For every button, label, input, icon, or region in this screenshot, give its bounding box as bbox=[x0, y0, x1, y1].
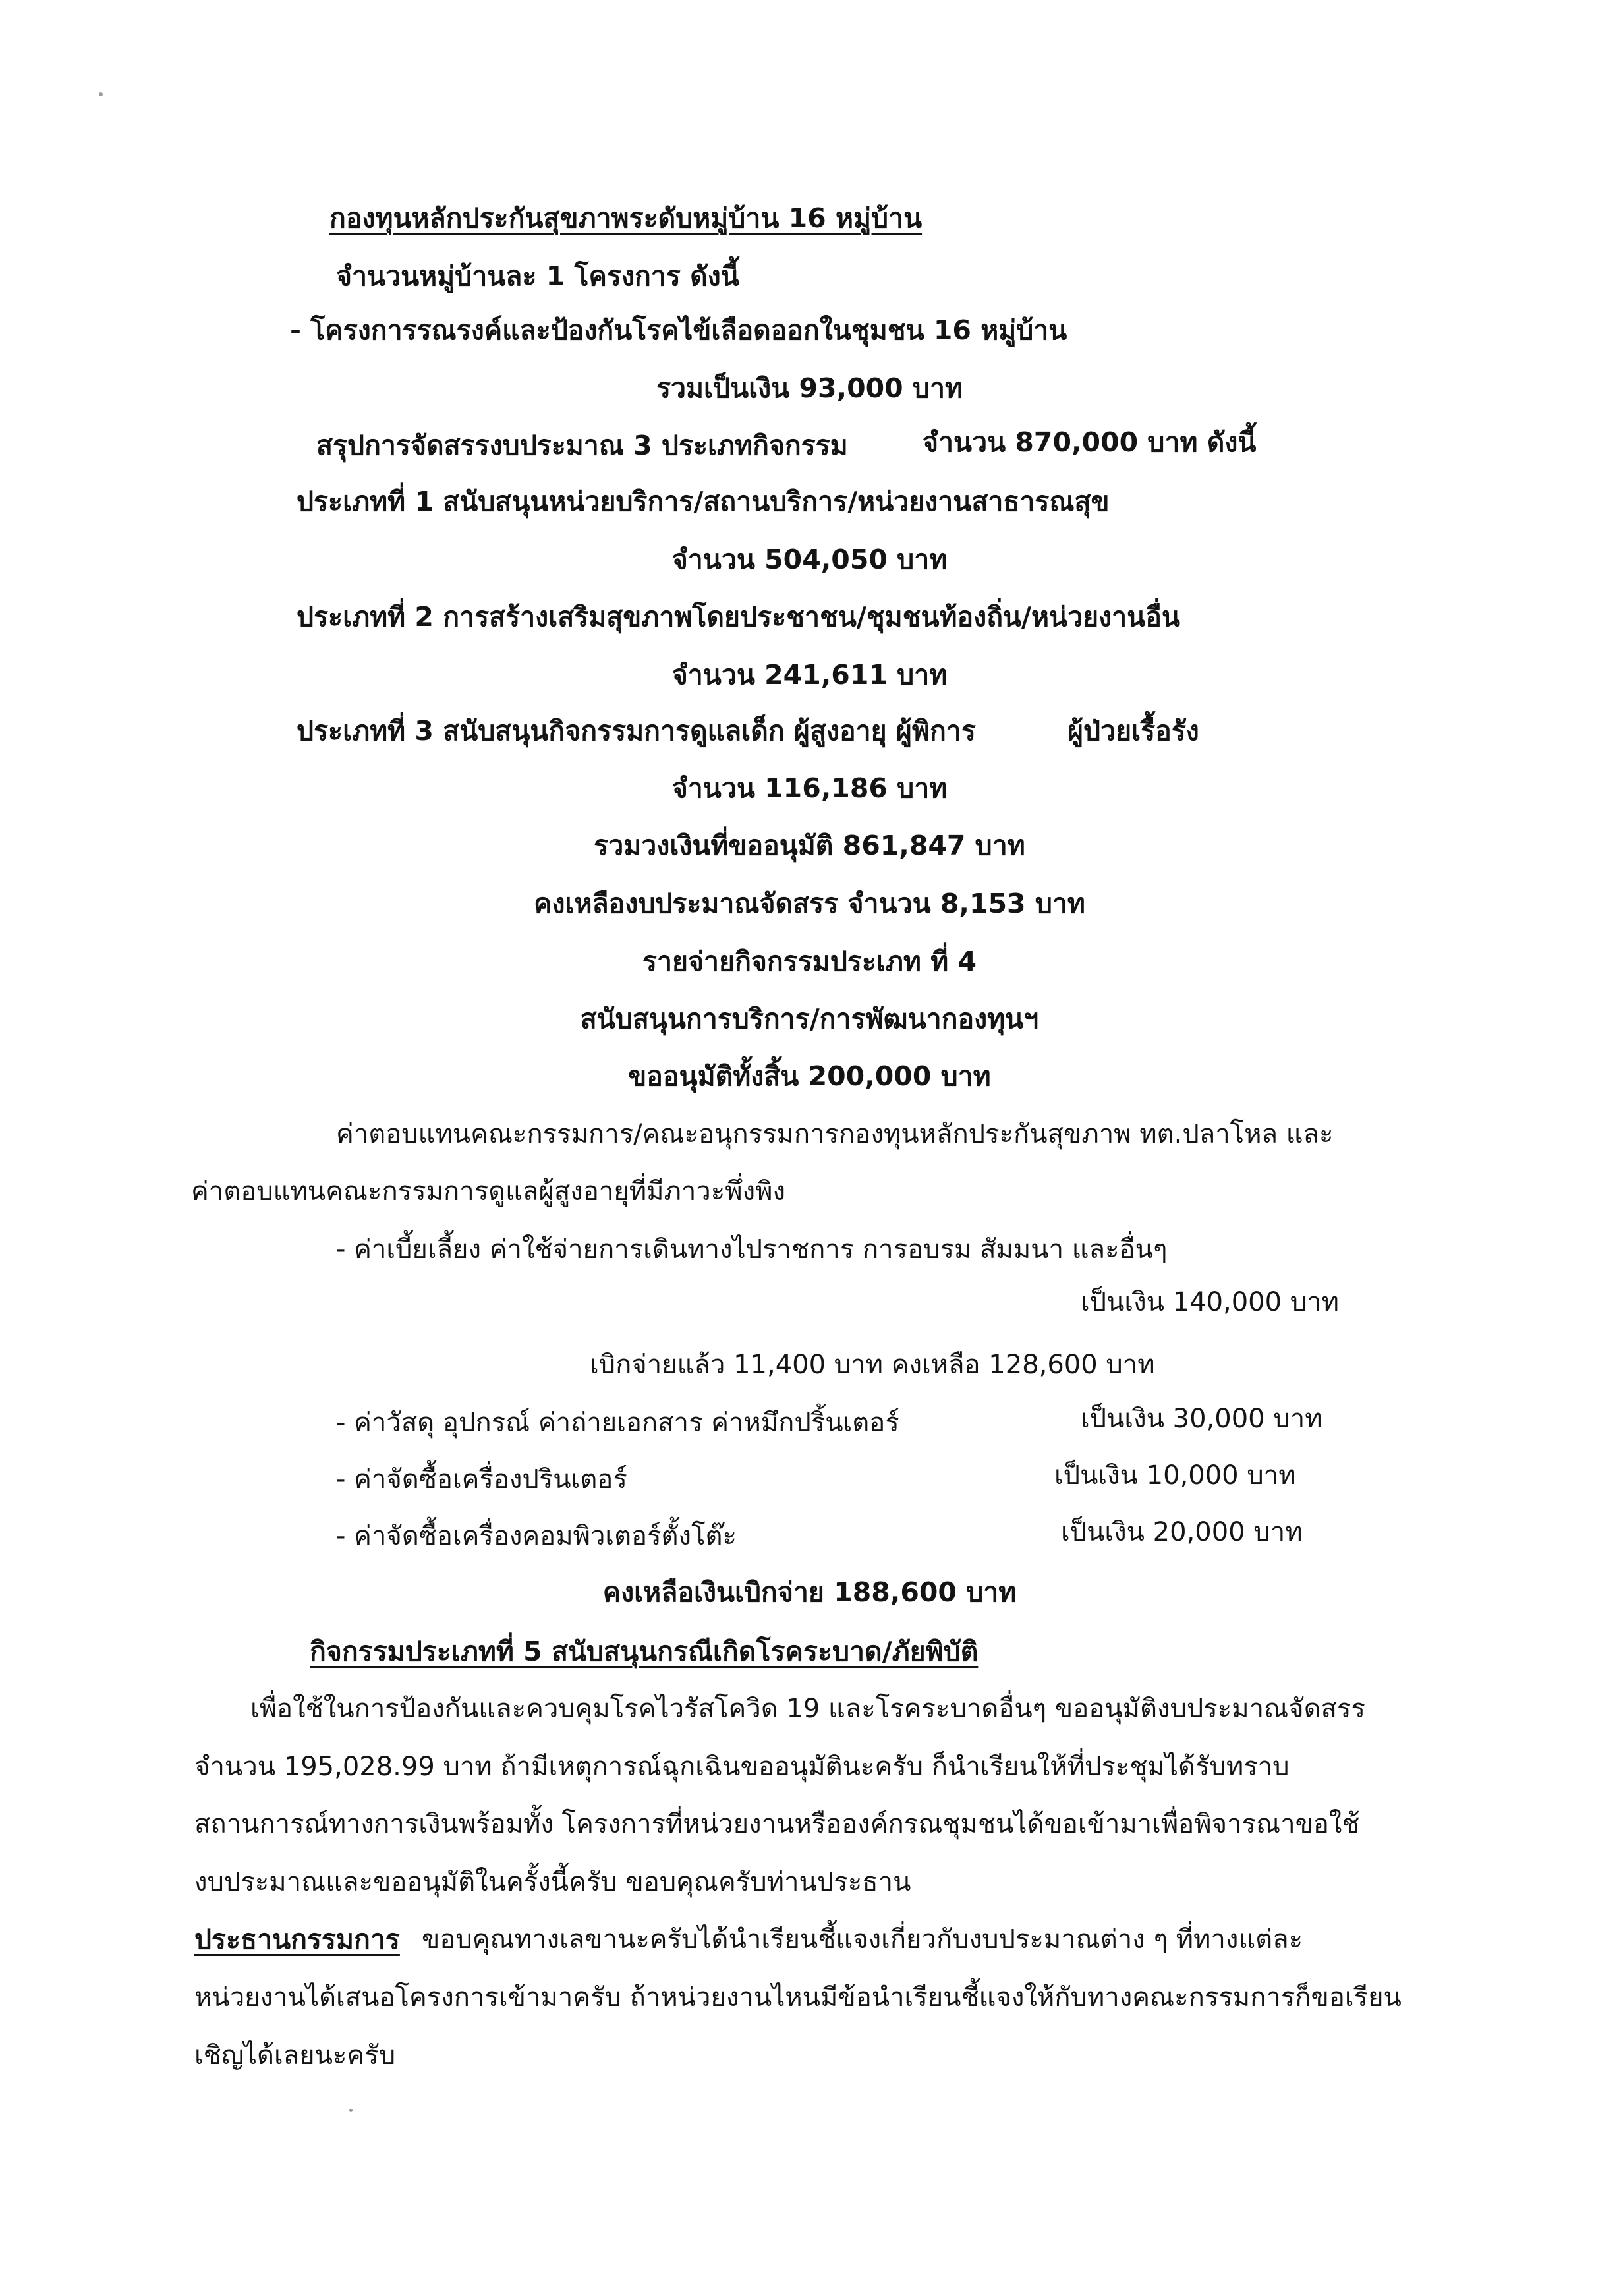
type4-item-computer: - ค่าจัดซื้อเครื่องคอมพิวเตอร์ตั้งโต๊ะ bbox=[336, 1521, 737, 1551]
type4-paragraph-line2: ค่าตอบแทนคณะกรรมการดูแลผู้สูงอายุที่มีภาวะพึ่งพิง bbox=[191, 1176, 786, 1207]
type4-paragraph-line1: ค่าตอบแทนคณะกรรมการ/คณะอนุกรรมการกองทุนหลักประกันสุขภาพ ทต.ปลาโหล และ bbox=[336, 1119, 1334, 1149]
type4-balance: คงเหลือเงินเบิกจ่าย 188,600 บาท bbox=[602, 1576, 1017, 1608]
village-count-line: จำนวนหมู่บ้านละ 1 โครงการ ดังนี้ bbox=[336, 260, 739, 292]
scan-speck bbox=[349, 2109, 353, 2112]
type4-item-materials: - ค่าวัสดุ อุปกรณ์ ค่าถ่ายเอกสาร ค่าหมึกปริ้นเตอร์ bbox=[336, 1408, 899, 1438]
scan-speck bbox=[99, 92, 103, 96]
chairman-label: ประธานกรรมการ bbox=[194, 1924, 400, 1955]
chairman-line2: หน่วยงานได้เสนอโครงการเข้ามาครับ ถ้าหน่วยงานไหนมีข้อนำเรียนชี้แจงให้กับทางคณะกรรมการก็ขอเรียน bbox=[194, 1982, 1402, 2013]
type4-item-computer-amount: เป็นเงิน 20,000 บาท bbox=[1061, 1517, 1303, 1547]
type5-line4: งบประมาณและขออนุมัติในครั้งนี้ครับ ขอบคุณครับท่านประธาน bbox=[194, 1867, 911, 1897]
village-project-line: - โครงการรณรงค์และป้องกันโรคไข้เลือดออกในชุมชน 16 หมู่บ้าน bbox=[290, 314, 1067, 346]
type5-line1: เพื่อใช้ในการป้องกันและควบคุมโรคไวรัสโควิด 19 และโรคระบาดอื่นๆ ขออนุมัติงบประมาณจัดสรร bbox=[250, 1694, 1365, 1724]
type4-item-materials-amount: เป็นเงิน 30,000 บาท bbox=[1081, 1404, 1322, 1434]
summary-intro-amount: จำนวน 870,000 บาท ดังนี้ bbox=[923, 426, 1257, 458]
type4-item-printer-amount: เป็นเงิน 10,000 บาท bbox=[1054, 1460, 1296, 1491]
type5-line2: จำนวน 195,028.99 บาท ถ้ามีเหตุการณ์ฉุกเฉินขออนุมัตินะครับ ก็นำเรียนให้ที่ประชุมได้รับทราบ bbox=[194, 1752, 1290, 1782]
total-request: รวมวงเงินที่ขออนุมัติ 861,847 บาท bbox=[594, 830, 1025, 861]
type4-heading: รายจ่ายกิจกรรมประเภท ที่ 4 bbox=[642, 946, 977, 977]
type4-subheading: สนับสนุนการบริการ/การพัฒนากองทุนฯ bbox=[580, 1003, 1039, 1035]
type3-line: ประเภทที่ 3 สนับสนุนกิจกรรมการดูแลเด็ก ผู้สูงอายุ ผู้พิการ bbox=[297, 715, 976, 747]
summary-intro: สรุปการจัดสรรงบประมาณ 3 ประเภทกิจกรรม bbox=[316, 430, 848, 461]
type4-item-allowance-amount: เป็นเงิน 140,000 บาท bbox=[1081, 1287, 1340, 1317]
type4-item-printer: - ค่าจัดซื้อเครื่องปรินเตอร์ bbox=[336, 1464, 627, 1495]
type5-heading: กิจกรรมประเภทที่ 5 สนับสนุนกรณีเกิดโรคระบาด/ภัยพิบัติ bbox=[310, 1636, 979, 1667]
document-title: กองทุนหลักประกันสุขภาพระดับหมู่บ้าน 16 หมู่บ้าน bbox=[329, 202, 923, 234]
type4-request-total: ขออนุมัติทั้งสิ้น 200,000 บาท bbox=[628, 1060, 991, 1092]
type2-amount: จำนวน 241,611 บาท bbox=[671, 659, 948, 691]
type1-amount: จำนวน 504,050 บาท bbox=[671, 544, 948, 575]
type1-line: ประเภทที่ 1 สนับสนุนหน่วยบริการ/สถานบริการ/หน่วยงานสาธารณสุข bbox=[297, 486, 1110, 517]
type3-tail: ผู้ป่วยเรื้อรัง bbox=[1067, 715, 1199, 747]
type4-item-allowance: - ค่าเบี้ยเลี้ยง ค่าใช้จ่ายการเดินทางไปราชการ การอบรม สัมมนา และอื่นๆ bbox=[336, 1234, 1168, 1265]
type5-line3: สถานการณ์ทางการเงินพร้อมทั้ง โครงการที่หน่วยงานหรือองค์กรณชุมชนได้ขอเข้ามาเพื่อพิจารณาขอใช้ bbox=[194, 1809, 1360, 1839]
type3-amount: จำนวน 116,186 บาท bbox=[671, 772, 948, 804]
village-total: รวมเป็นเงิน 93,000 บาท bbox=[656, 372, 963, 404]
remaining-budget: คงเหลืองบประมาณจัดสรร จำนวน 8,153 บาท bbox=[534, 888, 1085, 919]
chairman-line1: ขอบคุณทางเลขานะครับได้นำเรียนชี้แจงเกี่ยวกับงบประมาณต่าง ๆ ที่ทางแต่ละ bbox=[422, 1924, 1303, 1955]
type2-line: ประเภทที่ 2 การสร้างเสริมสุขภาพโดยประชาชน/ชุมชนท้องถิ่น/หน่วยงานอื่น bbox=[297, 601, 1180, 633]
chairman-line3: เชิญได้เลยนะครับ bbox=[194, 2040, 396, 2071]
type4-disbursed-line: เบิกจ่ายแล้ว 11,400 บาท คงเหลือ 128,600 บาท bbox=[590, 1350, 1155, 1380]
